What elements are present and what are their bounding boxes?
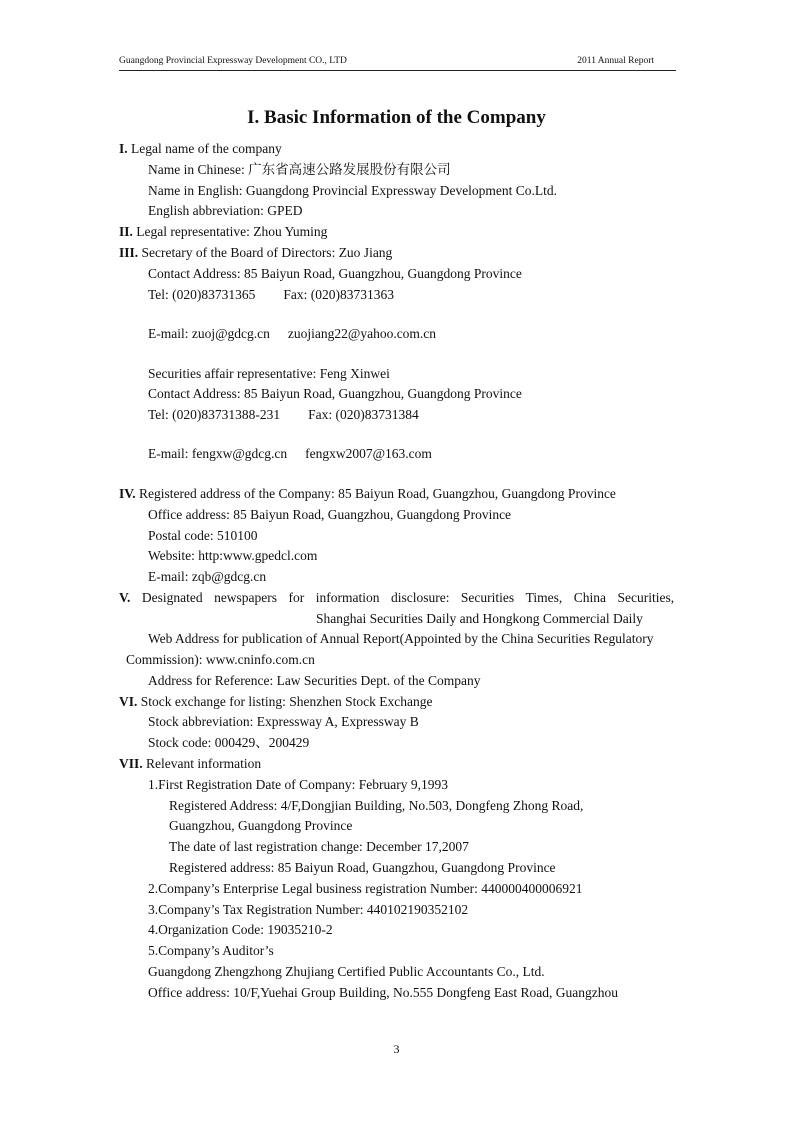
name-in-chinese: Name in Chinese: 广东省高速公路发展股份有限公司 — [148, 162, 451, 177]
section-3-number: III. — [119, 245, 139, 260]
auditor-office-address: Office address: 10/F,Yuehai Group Building, No.555 Dongfeng East Road, Guangzhou — [148, 985, 618, 1000]
section-3-heading — [119, 245, 392, 261]
secretary-email — [148, 326, 436, 342]
stock-code: Stock code: 000429、200429 — [148, 735, 310, 750]
secretary-contact-address: Contact Address: 85 Baiyun Road, Guangzhou, Guangdong Province — [148, 266, 522, 281]
representative-phone-fax — [148, 407, 419, 423]
secretary-phone-fax — [148, 287, 394, 303]
secretary-email-2: zuojiang22@yahoo.com.cn — [287, 326, 437, 341]
disclosure-word: Times, — [525, 590, 563, 605]
securities-representative: Securities affair representative: Feng Xinwei — [148, 366, 390, 381]
representative-contact-address: Contact Address: 85 Baiyun Road, Guangzhou, Guangdong Province — [148, 386, 522, 401]
section-1-number: I. — [119, 141, 128, 156]
auditor-name: Guangdong Zhengzhong Zhujiang Certified Public Accountants Co., Ltd. — [148, 964, 545, 979]
section-4-number: IV. — [119, 486, 136, 501]
stock-abbreviation: Stock abbreviation: Expressway A, Expressway B — [148, 714, 419, 729]
disclosure-word: China — [573, 590, 607, 605]
first-registered-address-cont: Guangzhou, Guangdong Province — [169, 818, 353, 833]
representative-email-2: fengxw2007@163.com — [305, 446, 432, 461]
representative-tel: Tel: (020)83731388-231 — [148, 407, 281, 422]
organization-code: 4.Organization Code: 19035210-2 — [148, 922, 333, 937]
company-auditor-label: 5.Company’s Auditor’s — [148, 943, 274, 958]
disclosure-word: newspapers — [214, 590, 278, 605]
section-7-number: VII. — [119, 756, 143, 771]
first-registered-address: Registered Address: 4/F,Dongjian Building, No.503, Dongfeng Zhong Road, — [169, 798, 584, 813]
secretary-fax: Fax: (020)83731363 — [283, 287, 395, 302]
name-in-english: Name in English: Guangdong Provincial Expressway Development Co.Ltd. — [148, 183, 558, 198]
header-company: Guangdong Provincial Expressway Development CO., LTD — [119, 56, 347, 66]
header-report: 2011 Annual Report — [577, 56, 654, 66]
disclosure-word: information — [315, 590, 380, 605]
secretary-tel: Tel: (020)83731365 — [148, 287, 256, 302]
last-registration-change: The date of last registration change: December 17,2007 — [169, 839, 469, 854]
designated-newspapers-cont: Shanghai Securities Daily and Hongkong Commercial Daily — [316, 611, 643, 626]
relevant-information: Relevant information — [146, 756, 262, 771]
annual-report-web-address-cont: Commission): www.cninfo.com.cn — [126, 652, 315, 667]
representative-email-1: E-mail: fengxw@gdcg.cn — [148, 446, 288, 461]
first-registration-date: 1.First Registration Date of Company: February 9,1993 — [148, 777, 448, 792]
annual-report-web-address: Web Address for publication of Annual Report(Appointed by the China Securities Regulatory — [148, 631, 654, 646]
postal-code: Postal code: 510100 — [148, 528, 258, 543]
section-6-number: VI. — [119, 694, 138, 709]
disclosure-word: Designated — [141, 590, 203, 605]
disclosure-word: disclosure: — [390, 590, 450, 605]
registered-address: Registered address of the Company: 85 Baiyun Road, Guangzhou, Guangdong Province — [139, 486, 616, 501]
secretary-email-1: E-mail: zuoj@gdcg.cn — [148, 326, 270, 341]
section-4-heading — [119, 486, 616, 502]
page-title: I. Basic Information of the Company — [247, 107, 546, 128]
section-2-heading — [119, 224, 327, 240]
page-number: 3 — [393, 1042, 400, 1056]
disclosure-word: for — [288, 590, 305, 605]
section-1-label: Legal name of the company — [131, 141, 282, 156]
business-registration-number: 2.Company’s Enterprise Legal business registration Number: 440000400006921 — [148, 881, 583, 896]
stock-exchange: Stock exchange for listing: Shenzhen Stock Exchange — [140, 694, 433, 709]
english-abbreviation: English abbreviation: GPED — [148, 203, 303, 218]
current-registered-address: Registered address: 85 Baiyun Road, Guangzhou, Guangdong Province — [169, 860, 556, 875]
disclosure-word: Securities, — [617, 590, 675, 605]
section-6-heading — [119, 694, 432, 710]
company-email: E-mail: zqb@gdcg.cn — [148, 569, 267, 584]
board-secretary: Secretary of the Board of Directors: Zuo Jiang — [141, 245, 393, 260]
section-5-number: V. — [119, 590, 131, 605]
section-2-number: II. — [119, 224, 133, 239]
representative-email — [148, 446, 432, 462]
section-1-heading — [119, 141, 282, 157]
section-5-heading — [119, 590, 674, 606]
tax-registration-number: 3.Company’s Tax Registration Number: 440102190352102 — [148, 902, 469, 917]
website: Website: http:www.gpedcl.com — [148, 548, 318, 563]
disclosure-word: Securities — [460, 590, 515, 605]
running-header — [119, 56, 676, 71]
legal-representative: Legal representative: Zhou Yuming — [136, 224, 328, 239]
address-for-reference: Address for Reference: Law Securities Dept. of the Company — [148, 673, 481, 688]
representative-fax: Fax: (020)83731384 — [308, 407, 419, 422]
office-address: Office address: 85 Baiyun Road, Guangzhou, Guangdong Province — [148, 507, 512, 522]
section-7-heading — [119, 756, 261, 772]
